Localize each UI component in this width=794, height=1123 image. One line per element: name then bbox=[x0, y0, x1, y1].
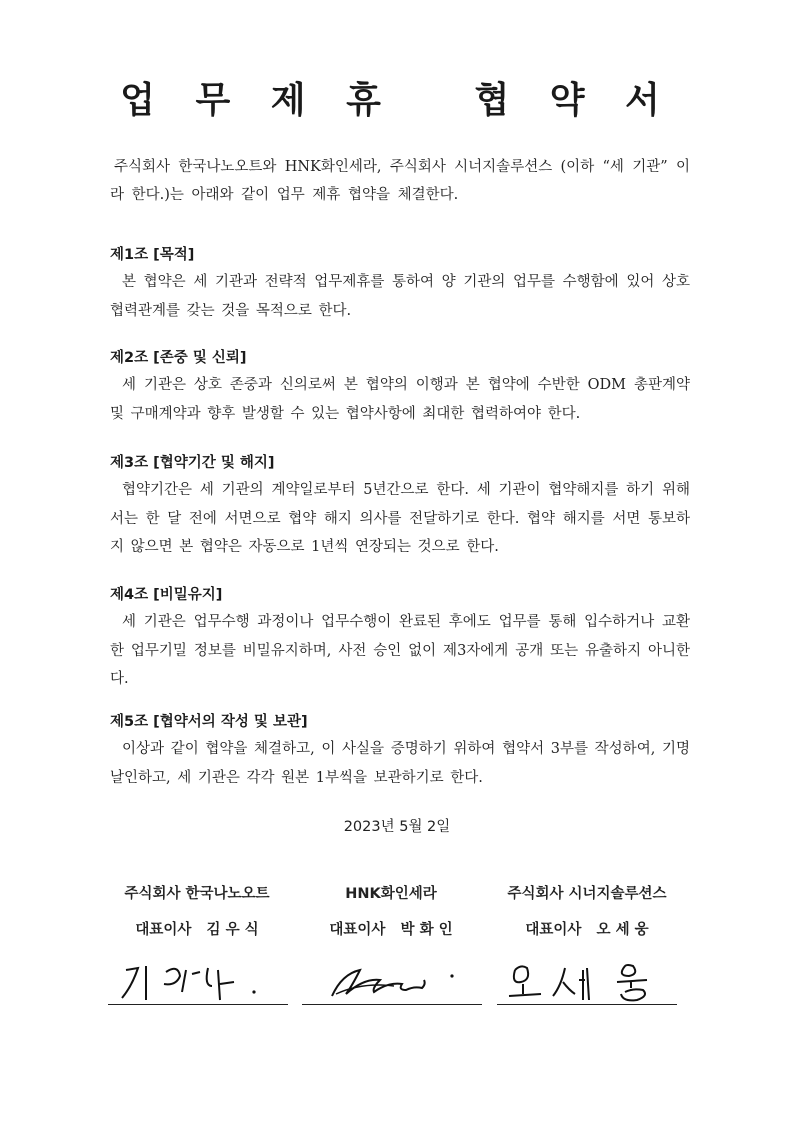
signing-date: 2023년 5월 2일 bbox=[343, 819, 451, 835]
signature-oh bbox=[497, 956, 677, 1004]
party-block bbox=[492, 882, 682, 942]
signature-line bbox=[497, 956, 677, 1005]
article-title: 제2조 [존중 및 신뢰] bbox=[110, 350, 247, 366]
article-body: 본 협약은 세 기관과 전략적 업무제휴를 통하여 양 기관의 업무를 수행함에 있어 상호 협력관계를 갖는 것을 목적으로 한다. bbox=[110, 274, 690, 319]
document-title: 업 무 제 휴 협 약 서 bbox=[120, 80, 674, 121]
article-title: 제4조 [비밀유지] bbox=[110, 587, 223, 603]
company-name: 주식회사 한국나노오트 bbox=[124, 886, 270, 902]
article-body: 세 기관은 상호 존중과 신의로써 본 협약의 이행과 본 협약에 수반한 ODM 총판계약 및 구매계약과 향후 발생할 수 있는 협약사항에 최대한 협력하여야 한다. bbox=[110, 377, 690, 422]
representative-name: 대표이사 오 세 웅 bbox=[525, 922, 649, 938]
article-title: 제1조 [목적] bbox=[110, 247, 195, 263]
article-title: 제3조 [협약기간 및 해지] bbox=[110, 455, 275, 471]
company-name: HNK화인세라 bbox=[345, 886, 437, 902]
party-block bbox=[296, 882, 486, 942]
intro-paragraph: 주식회사 한국나노오트와 HNK화인세라, 주식회사 시너지솔루션스 (이하 “세 기관” 이라 한다.)는 아래와 같이 업무 제휴 협약을 체결한다. bbox=[110, 159, 690, 203]
signature-line bbox=[302, 956, 482, 1005]
article-body: 세 기관은 업무수행 과정이나 업무수행이 완료된 후에도 업무를 통해 입수하거나 교환한 업무기밀 정보를 비밀유지하며, 사전 승인 없이 제3자에게 공개 또는 유출하지 아니한다. bbox=[110, 614, 690, 687]
representative-name: 대표이사 김 우 식 bbox=[135, 922, 259, 938]
party-block bbox=[102, 882, 292, 942]
article-3 bbox=[110, 450, 690, 562]
article-body: 협약기간은 세 기관의 계약일로부터 5년간으로 한다. 세 기관이 협약해지를 하기 위해서는 한 달 전에 서면으로 협약 해지 의사를 전달하기로 한다. 협약 해지를 서면 통보하지 않으면 본 협약은 자동으로 1년씩 연장되는 것으로 한다. bbox=[110, 482, 690, 555]
article-5 bbox=[110, 709, 690, 792]
company-name: 주식회사 시너지솔루션스 bbox=[507, 886, 667, 902]
signature-park bbox=[302, 956, 482, 1004]
signature-line bbox=[108, 956, 288, 1005]
article-body: 이상과 같이 협약을 체결하고, 이 사실을 증명하기 위하여 협약서 3부를 작성하여, 기명날인하고, 세 기관은 각각 원본 1부씩을 보관하기로 한다. bbox=[110, 741, 690, 786]
representative-name: 대표이사 박 화 인 bbox=[329, 922, 453, 938]
article-2 bbox=[110, 345, 690, 428]
signature-kim bbox=[108, 956, 288, 1004]
article-4 bbox=[110, 582, 690, 694]
article-1 bbox=[110, 242, 690, 325]
article-title: 제5조 [협약서의 작성 및 보관] bbox=[110, 714, 308, 730]
